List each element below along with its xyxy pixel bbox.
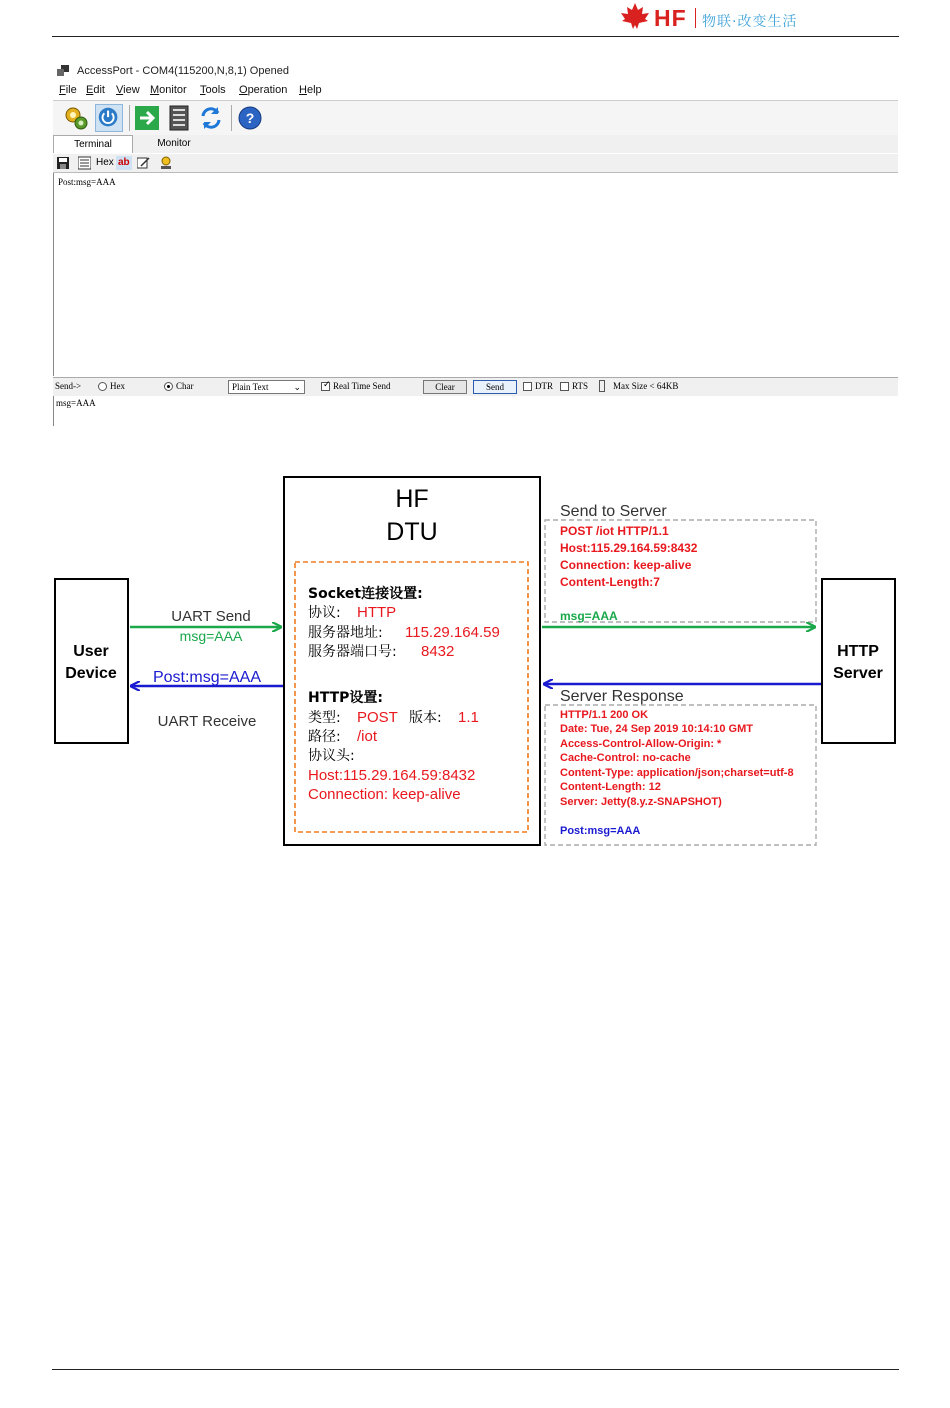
request-body: msg=AAA — [560, 609, 618, 623]
tab-terminal[interactable]: Terminal — [53, 135, 133, 153]
svg-text:?: ? — [245, 110, 255, 126]
protocol-value: HTTP — [357, 604, 397, 621]
edit-icon[interactable] — [137, 156, 150, 170]
http-server-box — [822, 579, 895, 743]
text-mode-button[interactable]: ab — [118, 157, 130, 168]
version-label: 版本: — [409, 710, 442, 726]
window-title: AccessPort - COM4(115200,N,8,1) Opened — [77, 65, 289, 77]
slogan: 物联·改变生活 — [702, 14, 798, 30]
brand-name: HF — [654, 5, 687, 31]
send-label: Send-> — [55, 381, 82, 391]
path-value: /iot — [357, 728, 378, 745]
send-button[interactable]: Send — [473, 380, 517, 394]
hex-radio[interactable] — [98, 382, 107, 391]
request-line-3: Connection: keep-alive — [560, 558, 692, 572]
title-bar — [53, 62, 898, 80]
menu-tools[interactable]: Tools — [200, 84, 226, 96]
menu-operation[interactable]: Operation — [239, 84, 288, 96]
request-line-4: Content-Length:7 — [560, 575, 660, 589]
type-label: 类型: — [308, 710, 341, 726]
format-select-value: Plain Text — [232, 382, 269, 392]
response-line-2: Date: Tue, 24 Sep 2019 10:14:10 GMT — [560, 723, 753, 735]
response-line-7: Server: Jetty(8.y.z-SNAPSHOT) — [560, 796, 722, 808]
settings-gear-icon[interactable] — [62, 104, 90, 132]
max-size-label: Max Size < 64KB — [613, 381, 679, 391]
help-icon[interactable] — [236, 104, 264, 132]
clear-screen-icon[interactable] — [159, 156, 173, 170]
uart-send-label: UART Send — [171, 608, 251, 625]
response-line-5: Content-Type: application/json;charset=utf-8 — [560, 767, 794, 779]
refresh-icon[interactable] — [197, 104, 225, 132]
dtr-label: DTR — [535, 381, 553, 391]
char-radio-label: Char — [176, 381, 194, 391]
version-value: 1.1 — [458, 709, 479, 726]
menu-bar — [53, 82, 898, 99]
realtime-label: Real Time Send — [333, 381, 391, 391]
header-host-value: Host:115.29.164.59:8432 — [308, 767, 476, 784]
hex-mode-button[interactable]: Hex — [96, 157, 114, 168]
hex-radio-label: Hex — [110, 381, 125, 391]
type-value: POST — [357, 709, 398, 726]
response-body: Post:msg=AAA — [560, 825, 641, 837]
document-icon[interactable] — [165, 104, 193, 132]
request-line-1: POST /iot HTTP/1.1 — [560, 524, 669, 538]
uart-receive-label: UART Receive — [157, 713, 257, 730]
http-server-label-2: Server — [833, 665, 883, 682]
received-text: Post:msg=AAA — [58, 177, 116, 187]
chevron-down-icon: ⌄ — [293, 382, 301, 392]
socket-title: Socket连接设置: — [308, 586, 423, 602]
server-port-value: 8432 — [421, 643, 455, 660]
menu-file[interactable]: File — [59, 84, 77, 96]
toolbar-separator — [231, 105, 232, 131]
http-server-label-1: HTTP — [837, 643, 879, 660]
receive-area[interactable] — [53, 173, 898, 376]
send-input[interactable] — [53, 396, 898, 426]
protocol-label: 协议: — [308, 605, 341, 621]
server-response-label: Server Response — [560, 688, 684, 705]
tab-bar — [53, 135, 898, 153]
terminal-toolbar — [53, 154, 898, 173]
http-flow-diagram — [0, 470, 950, 860]
response-line-6: Content-Length: 12 — [560, 781, 661, 793]
http-settings-title: HTTP设置: — [308, 690, 383, 706]
response-line-4: Cache-Control: no-cache — [560, 752, 691, 764]
clear-button[interactable]: Clear — [423, 380, 467, 394]
logo-divider — [695, 8, 696, 28]
header-connection-value: Connection: keep-alive — [308, 786, 461, 803]
accessport-window — [53, 62, 898, 427]
footer-rule — [52, 1369, 899, 1370]
uart-send-message: msg=AAA — [179, 628, 243, 644]
dtu-title-2: DTU — [386, 518, 438, 546]
server-address-value: 115.29.164.59 — [405, 624, 500, 641]
maple-leaf-icon — [620, 2, 650, 32]
serial-port-icon — [57, 65, 69, 76]
uart-receive-message: Post:msg=AAA — [152, 669, 262, 686]
power-icon[interactable] — [95, 104, 123, 132]
menu-monitor[interactable]: Monitor — [150, 84, 187, 96]
char-radio[interactable] — [164, 382, 173, 391]
server-address-label: 服务器地址: — [308, 625, 383, 641]
rts-label: RTS — [572, 381, 588, 391]
dtu-box — [284, 477, 540, 845]
request-line-2: Host:115.29.164.59:8432 — [560, 541, 698, 555]
send-bar — [53, 377, 898, 396]
menu-help[interactable]: Help — [299, 84, 322, 96]
grid-view-icon[interactable] — [78, 156, 91, 170]
send-to-server-label: Send to Server — [560, 503, 667, 520]
rts-checkbox[interactable] — [560, 382, 569, 391]
send-input-text: msg=AAA — [56, 398, 96, 408]
arrow-right-icon[interactable] — [133, 104, 161, 132]
menu-edit[interactable]: Edit — [86, 84, 105, 96]
header-label: 协议头: — [308, 748, 355, 764]
server-port-label: 服务器端口号: — [308, 644, 397, 660]
toolbar — [53, 100, 898, 136]
response-line-3: Access-Control-Allow-Origin: * — [560, 738, 722, 750]
tab-monitor[interactable]: Monitor — [157, 138, 191, 149]
dtu-title-1: HF — [395, 485, 429, 513]
dtr-checkbox[interactable] — [523, 382, 532, 391]
header-rule — [52, 36, 899, 37]
format-select[interactable] — [228, 380, 305, 394]
path-label: 路径: — [308, 729, 341, 745]
response-line-1: HTTP/1.1 200 OK — [560, 709, 649, 721]
size-indicator — [599, 380, 605, 392]
user-device-label-2: Device — [65, 665, 117, 682]
toolbar-separator — [129, 105, 130, 131]
user-device-label-1: User — [73, 643, 109, 660]
user-device-box — [55, 579, 128, 743]
realtime-checkbox[interactable]: ✓ — [323, 379, 331, 389]
menu-view[interactable]: View — [116, 84, 140, 96]
hf-logo — [620, 2, 820, 32]
save-icon[interactable] — [57, 156, 69, 170]
